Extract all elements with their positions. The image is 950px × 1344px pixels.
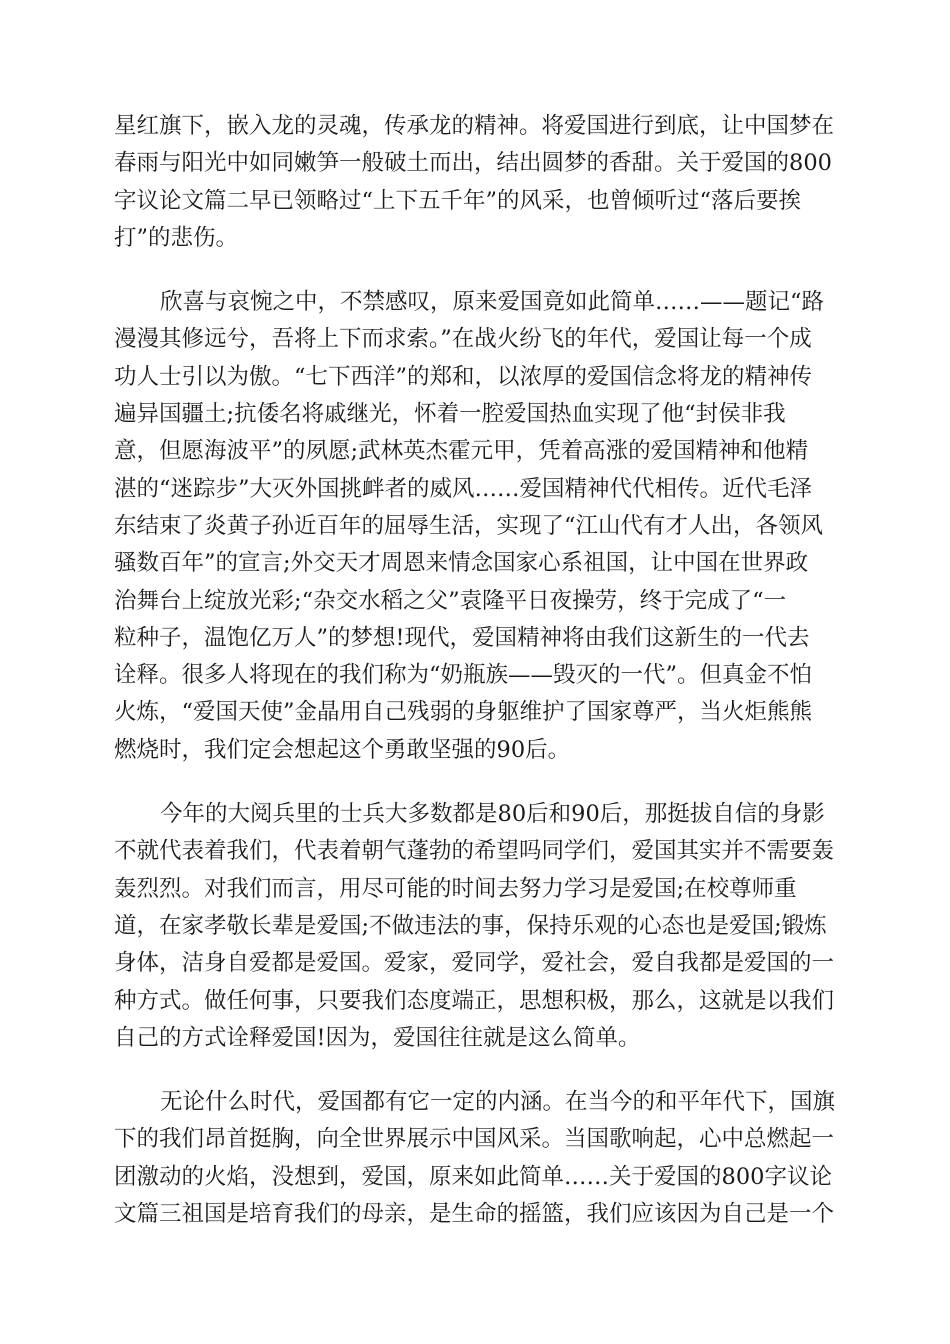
text-line: 身体，洁身自爱都是爱国。爱家，爱同学，爱社会，爱自我都是爱国的一 (114, 950, 835, 977)
text-line: 团激动的火焰，没想到，爱国，原来如此简单……关于爱国的800字议论 (114, 1163, 832, 1190)
text-line: 治舞台上绽放光彩;“杂交水稻之父”袁隆平日夜操劳，终于完成了“一 (114, 587, 787, 614)
paragraph-2 (114, 284, 834, 769)
text-line: 漫漫其修远兮，吾将上下而求索。”在战火纷飞的年代，爱国让每一个成 (114, 326, 812, 353)
text-line: 湛的“迷踪步”大灭外国挑衅者的威风……爱国精神代代相传。近代毛泽 (114, 475, 813, 502)
text-line: 今年的大阅兵里的士兵大多数都是80后和90后，那挺拔自信的身影 (160, 801, 825, 828)
paragraph-4 (114, 1084, 834, 1233)
text-line: 东结束了炎黄子孙近百年的屈辱生活，实现了“江山代有才人出，各领风 (114, 512, 824, 539)
text-line: 功人士引以为傲。“七下西洋”的郑和，以浓厚的爱国信念将龙的精神传 (114, 363, 813, 390)
text-line: 诠释。很多人将现在的我们称为“奶瓶族——毁灭的一代”。但真金不怕 (114, 662, 813, 689)
text-line: 遍异国疆土;抗倭名将戚继光，怀着一腔爱国热血实现了他“封侯非我 (114, 401, 786, 428)
text-line: 燃烧时，我们定会想起这个勇敢坚强的90后。 (114, 736, 571, 763)
text-line: 无论什么时代，爱国都有它一定的内涵。在当今的和平年代下，国旗 (160, 1089, 836, 1116)
text-line: 轰烈烈。对我们而言，用尽可能的时间去努力学习是爱国;在校尊师重 (114, 875, 797, 902)
document-body (114, 108, 834, 1260)
text-line: 道，在家孝敬长辈是爱国;不做违法的事，保持乐观的心态也是爱国;锻炼 (114, 912, 827, 939)
text-line: 字议论文篇二早已领略过“上下五千年”的风采，也曾倾听过“落后要挨 (114, 187, 802, 214)
text-line: 不就代表着我们，代表着朝气蓬勃的希望吗同学们，爱国其实并不需要轰 (114, 838, 835, 865)
text-line: 骚数百年”的宣言;外交天才周恩来情念国家心系祖国，让中国在世界政 (114, 550, 809, 577)
text-line: 火炼，“爱国天使”金晶用自己残弱的身躯维护了国家尊严，当火炬熊熊 (114, 699, 813, 726)
text-line: 种方式。做任何事，只要我们态度端正，思想积极，那么，这就是以我们 (114, 987, 835, 1014)
text-line: 星红旗下，嵌入龙的灵魂，传承龙的精神。将爱国进行到底，让中国梦在 (114, 113, 835, 139)
text-line: 打”的悲伤。 (114, 224, 239, 251)
text-line: 春雨与阳光中如同嫩笋一般破土而出，结出圆梦的香甜。关于爱国的800 (114, 150, 832, 177)
text-line: 下的我们昂首挺胸，向全世界展示中国风采。当国歌响起，心中总燃起一 (114, 1126, 835, 1153)
text-line: 自己的方式诠释爱国!因为，爱国往往就是这么简单。 (114, 1024, 641, 1051)
paragraph-3 (114, 796, 834, 1057)
text-line: 文篇三祖国是培育我们的母亲，是生命的摇篮，我们应该因为自己是一个 (114, 1201, 835, 1228)
text-line: 意，但愿海波平”的夙愿;武林英杰霍元甲，凭着高涨的爱国精神和他精 (114, 438, 809, 465)
paragraph-1 (114, 108, 834, 257)
text-line: 粒种子，温饱亿万人”的梦想!现代，爱国精神将由我们这新生的一代去 (114, 624, 810, 651)
text-line: 欣喜与哀惋之中，不禁感叹，原来爱国竟如此简单……——题记“路 (160, 289, 825, 316)
